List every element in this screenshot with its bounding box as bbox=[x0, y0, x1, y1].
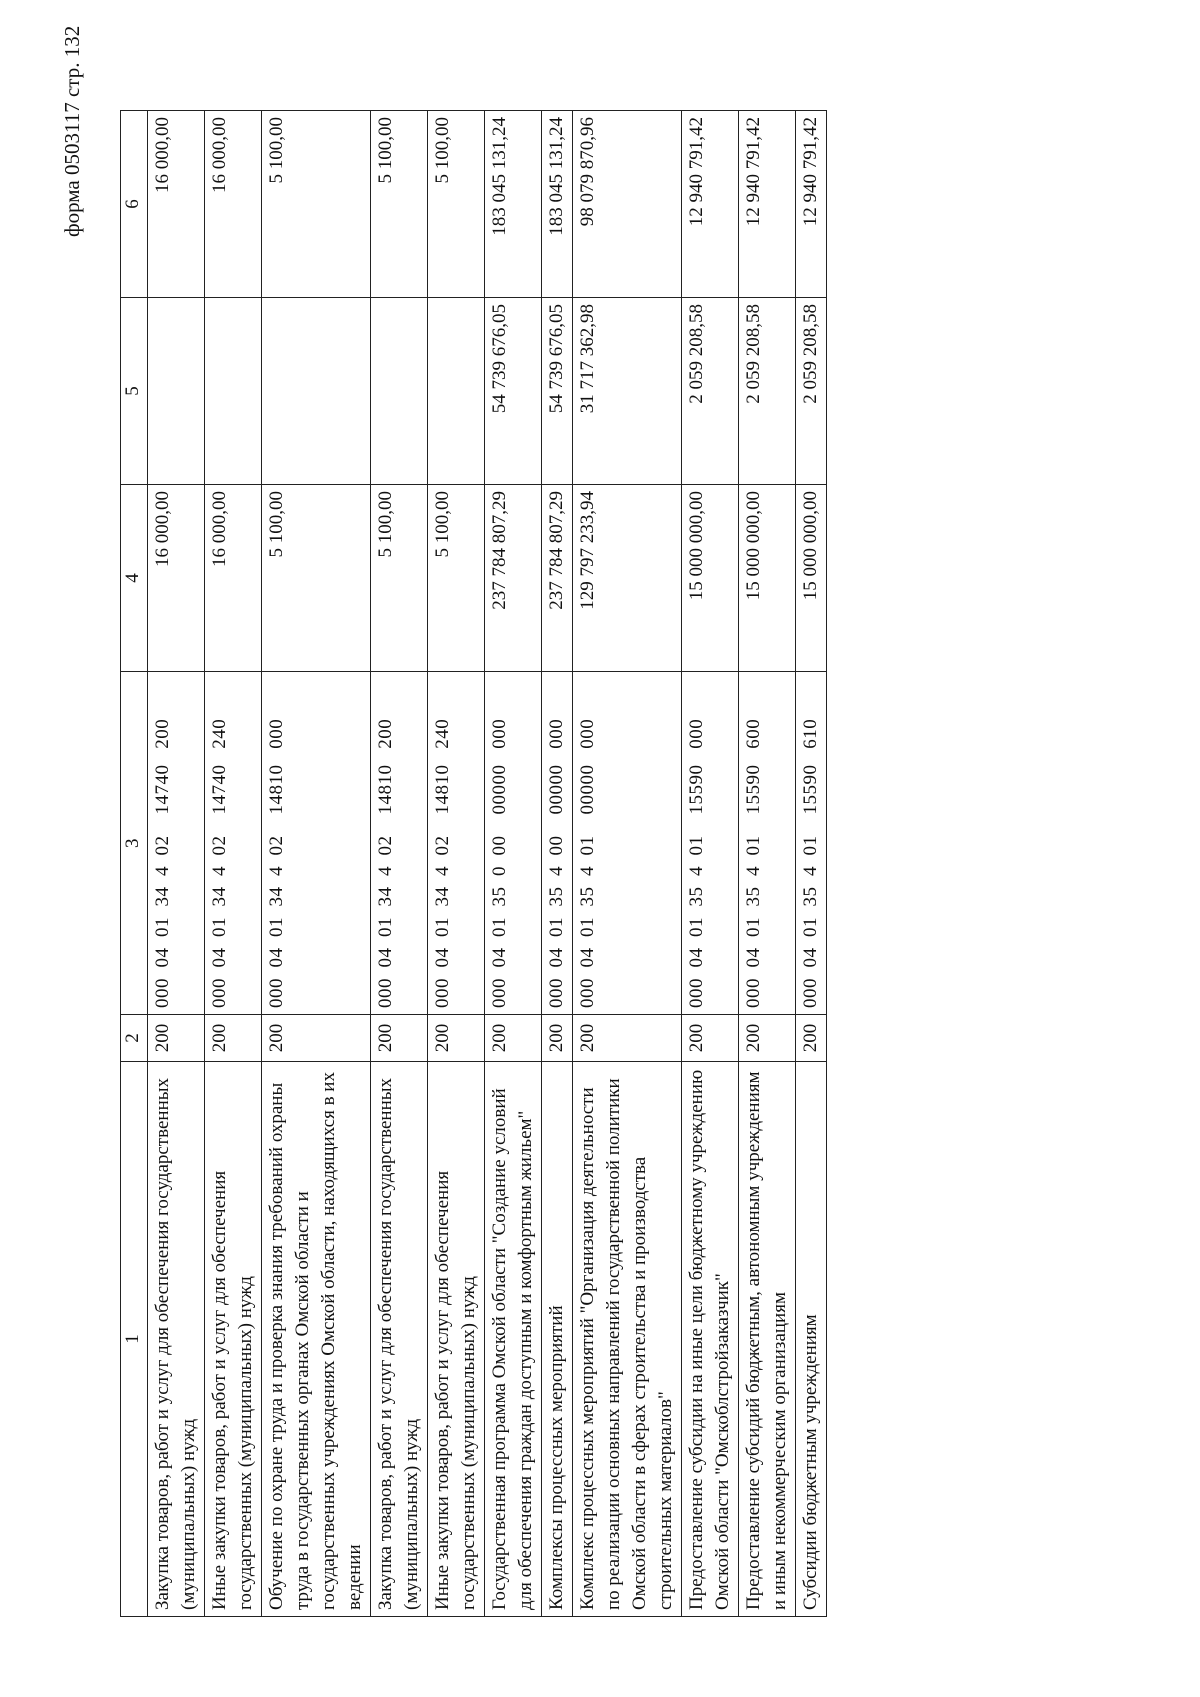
table-row bbox=[148, 111, 205, 1617]
row-col6-cell: 5 100,00 bbox=[262, 111, 371, 298]
row-col4-cell: 237 784 807,29 bbox=[485, 485, 542, 672]
row-classification-code-cell: 000 04 01 34 4 02 14810 000 bbox=[262, 672, 371, 1015]
row-col4-cell: 129 797 233,94 bbox=[573, 485, 682, 672]
row-col4-cell: 5 100,00 bbox=[371, 485, 428, 672]
row-col4-cell: 5 100,00 bbox=[262, 485, 371, 672]
table-header-row bbox=[121, 111, 148, 1617]
row-classification-code-cell: 000 04 01 34 4 02 14810 200 bbox=[371, 672, 428, 1015]
row-line-code-cell: 200 bbox=[485, 1015, 542, 1062]
table-row bbox=[796, 111, 827, 1617]
row-line-code-cell: 200 bbox=[682, 1015, 739, 1062]
column-header: 2 bbox=[121, 1015, 148, 1062]
column-header: 1 bbox=[121, 1062, 148, 1617]
row-line-code-cell: 200 bbox=[428, 1015, 485, 1062]
row-name-cell: Закупка товаров, работ и услуг для обеспечения государственных (муниципальных) нужд bbox=[371, 1062, 428, 1617]
row-classification-code-cell: 000 04 01 35 4 01 00000 000 bbox=[573, 672, 682, 1015]
row-col5-cell bbox=[371, 298, 428, 485]
row-line-code-cell: 200 bbox=[371, 1015, 428, 1062]
row-classification-code-cell: 000 04 01 34 4 02 14740 240 bbox=[205, 672, 262, 1015]
row-classification-code-cell: 000 04 01 34 4 02 14810 240 bbox=[428, 672, 485, 1015]
row-col5-cell: 2 059 208,58 bbox=[796, 298, 827, 485]
row-line-code-cell: 200 bbox=[739, 1015, 796, 1062]
row-line-code-cell: 200 bbox=[796, 1015, 827, 1062]
table-row bbox=[485, 111, 542, 1617]
row-classification-code-cell: 000 04 01 35 4 01 15590 000 bbox=[682, 672, 739, 1015]
row-col5-cell: 54 739 676,05 bbox=[542, 298, 573, 485]
table-row bbox=[739, 111, 796, 1617]
table-row bbox=[428, 111, 485, 1617]
table-row bbox=[205, 111, 262, 1617]
row-col4-cell: 237 784 807,29 bbox=[542, 485, 573, 672]
row-col4-cell: 16 000,00 bbox=[148, 485, 205, 672]
table-row bbox=[573, 111, 682, 1617]
row-col5-cell bbox=[428, 298, 485, 485]
row-classification-code-cell: 000 04 01 34 4 02 14740 200 bbox=[148, 672, 205, 1015]
table-row bbox=[682, 111, 739, 1617]
table-row bbox=[371, 111, 428, 1617]
row-col5-cell: 54 739 676,05 bbox=[485, 298, 542, 485]
row-col4-cell: 15 000 000,00 bbox=[682, 485, 739, 672]
row-name-cell: Государственная программа Омской области "Создание условий для обеспечения граждан доступным и комфортным жильем" bbox=[485, 1062, 542, 1617]
row-col6-cell: 16 000,00 bbox=[205, 111, 262, 298]
row-col6-cell: 12 940 791,42 bbox=[739, 111, 796, 298]
row-col4-cell: 16 000,00 bbox=[205, 485, 262, 672]
row-col4-cell: 15 000 000,00 bbox=[739, 485, 796, 672]
row-line-code-cell: 200 bbox=[205, 1015, 262, 1062]
row-col4-cell: 5 100,00 bbox=[428, 485, 485, 672]
row-col6-cell: 183 045 131,24 bbox=[542, 111, 573, 298]
row-col6-cell: 5 100,00 bbox=[428, 111, 485, 298]
row-col6-cell: 5 100,00 bbox=[371, 111, 428, 298]
row-classification-code-cell: 000 04 01 35 4 01 15590 610 bbox=[796, 672, 827, 1015]
row-col5-cell: 2 059 208,58 bbox=[739, 298, 796, 485]
column-header: 4 bbox=[121, 485, 148, 672]
row-name-cell: Предоставление субсидии на иные цели бюджетному учреждению Омской области "Омскоблстройзаказчик" bbox=[682, 1062, 739, 1617]
row-line-code-cell: 200 bbox=[262, 1015, 371, 1062]
row-name-cell: Иные закупки товаров, работ и услуг для обеспечения государственных (муниципальных) нужд bbox=[428, 1062, 485, 1617]
row-name-cell: Комплексы процессных мероприятий bbox=[542, 1062, 573, 1617]
row-name-cell: Комплекс процессных мероприятий "Организация деятельности по реализации основных направлений государственной политики Омской области в сферах строительства и производства строительных материалов" bbox=[573, 1062, 682, 1617]
row-col5-cell bbox=[205, 298, 262, 485]
row-name-cell: Субсидии бюджетным учреждениям bbox=[796, 1062, 827, 1617]
table-row bbox=[262, 111, 371, 1617]
column-header: 6 bbox=[121, 111, 148, 298]
row-col5-cell: 31 717 362,98 bbox=[573, 298, 682, 485]
table-row bbox=[542, 111, 573, 1617]
row-col4-cell: 15 000 000,00 bbox=[796, 485, 827, 672]
column-header: 5 bbox=[121, 298, 148, 485]
form-label: форма 0503117 стр. 132 bbox=[60, 25, 84, 237]
row-classification-code-cell: 000 04 01 35 0 00 00000 000 bbox=[485, 672, 542, 1015]
row-name-cell: Закупка товаров, работ и услуг для обеспечения государственных (муниципальных) нужд bbox=[148, 1062, 205, 1617]
row-classification-code-cell: 000 04 01 35 4 00 00000 000 bbox=[542, 672, 573, 1015]
row-line-code-cell: 200 bbox=[573, 1015, 682, 1062]
row-name-cell: Иные закупки товаров, работ и услуг для обеспечения государственных (муниципальных) нужд bbox=[205, 1062, 262, 1617]
row-col6-cell: 98 079 870,96 bbox=[573, 111, 682, 298]
row-name-cell: Обучение по охране труда и проверка знания требований охраны труда в государственных органах Омской области и государственных учреждениях Омской области, находящихся в их ведении bbox=[262, 1062, 371, 1617]
row-col5-cell: 2 059 208,58 bbox=[682, 298, 739, 485]
row-col6-cell: 12 940 791,42 bbox=[796, 111, 827, 298]
row-col6-cell: 16 000,00 bbox=[148, 111, 205, 298]
row-line-code-cell: 200 bbox=[148, 1015, 205, 1062]
row-col6-cell: 183 045 131,24 bbox=[485, 111, 542, 298]
row-name-cell: Предоставление субсидий бюджетным, автономным учреждениям и иным некоммерческим организациям bbox=[739, 1062, 796, 1617]
row-classification-code-cell: 000 04 01 35 4 01 15590 600 bbox=[739, 672, 796, 1015]
row-col5-cell bbox=[262, 298, 371, 485]
column-header: 3 bbox=[121, 672, 148, 1015]
row-col6-cell: 12 940 791,42 bbox=[682, 111, 739, 298]
row-col5-cell bbox=[148, 298, 205, 485]
row-line-code-cell: 200 bbox=[542, 1015, 573, 1062]
report-table bbox=[120, 110, 827, 1617]
